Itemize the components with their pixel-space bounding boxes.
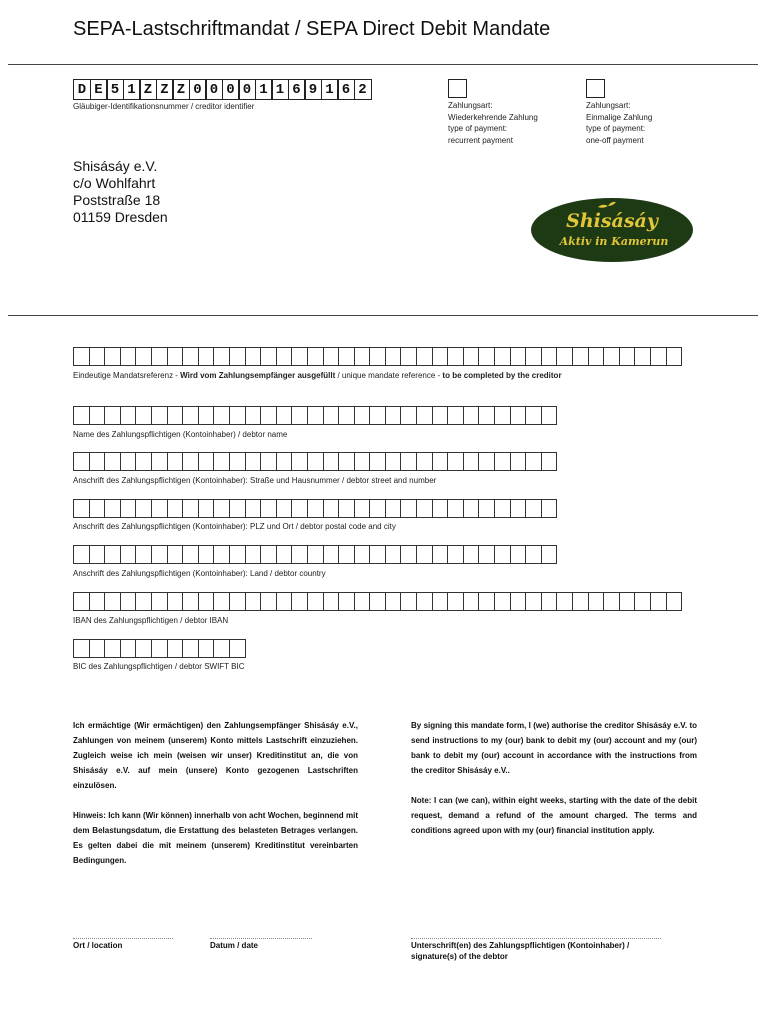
char-box[interactable]: [416, 499, 433, 518]
char-box[interactable]: [354, 592, 371, 611]
debtor-country-label: Anschrift des Zahlungspflichtigen (Kontoinhaber): Land / debtor country: [73, 569, 326, 578]
creditor-id-char: E: [90, 79, 108, 100]
char-box[interactable]: [291, 452, 308, 471]
char-box[interactable]: [323, 406, 340, 425]
char-box[interactable]: [151, 499, 168, 518]
char-box[interactable]: [447, 545, 464, 564]
location-line[interactable]: [73, 938, 173, 939]
char-box[interactable]: [198, 452, 215, 471]
char-box[interactable]: [151, 452, 168, 471]
de-auth-paragraph: Ich ermächtige (Wir ermächtigen) den Zahlungsempfänger Shisásáy e.V., Zahlungen von meinem (unserem) Konto mittels Lastschrift einzuziehen. Zugleich weise ich mein (weisen wir unser) Kreditinstitut an, die von Shisásáy e.V. auf mein (unsere) Konto gezogenen Lastschriften einzulösen.: [73, 721, 358, 790]
char-box[interactable]: [89, 406, 106, 425]
char-box[interactable]: [120, 545, 137, 564]
char-box[interactable]: [135, 592, 152, 611]
en-note-paragraph: Note: I can (we can), within eight weeks, starting with the date of the debit request, demand a refund of the amount charged. The terms and conditions agreed upon with my (our) financial institution apply.: [411, 796, 697, 835]
char-box[interactable]: [276, 499, 293, 518]
char-box[interactable]: [198, 406, 215, 425]
char-box[interactable]: [135, 499, 152, 518]
char-box[interactable]: [260, 347, 277, 366]
char-box[interactable]: [245, 452, 262, 471]
organization-logo: [530, 197, 694, 263]
char-box[interactable]: [400, 406, 417, 425]
char-box[interactable]: [525, 452, 542, 471]
debtor-city-boxes[interactable]: [73, 499, 557, 518]
char-box[interactable]: [120, 592, 137, 611]
char-box[interactable]: [151, 545, 168, 564]
char-box[interactable]: [432, 592, 449, 611]
char-box[interactable]: [400, 347, 417, 366]
creditor-id-char: 5: [106, 79, 124, 100]
char-box[interactable]: [120, 639, 137, 658]
char-box[interactable]: [182, 545, 199, 564]
char-box[interactable]: [416, 452, 433, 471]
char-box[interactable]: [182, 499, 199, 518]
char-box[interactable]: [588, 592, 605, 611]
char-box[interactable]: [650, 347, 667, 366]
char-box[interactable]: [338, 347, 355, 366]
char-box[interactable]: [463, 347, 480, 366]
char-box[interactable]: [478, 592, 495, 611]
char-box[interactable]: [463, 406, 480, 425]
char-box[interactable]: [556, 592, 573, 611]
creditor-id-label: Gläubiger-Identifikationsnummer / creditor identifier: [73, 102, 255, 111]
char-box[interactable]: [603, 347, 620, 366]
char-box[interactable]: [354, 545, 371, 564]
signature-line[interactable]: [411, 938, 661, 939]
char-box[interactable]: [135, 406, 152, 425]
char-box[interactable]: [510, 452, 527, 471]
char-box[interactable]: [338, 406, 355, 425]
char-box[interactable]: [369, 452, 386, 471]
char-box[interactable]: [307, 499, 324, 518]
char-box[interactable]: [432, 406, 449, 425]
char-box[interactable]: [478, 545, 495, 564]
char-box[interactable]: [120, 452, 137, 471]
char-box[interactable]: [307, 406, 324, 425]
char-box[interactable]: [182, 639, 199, 658]
char-box[interactable]: [400, 545, 417, 564]
char-box[interactable]: [572, 347, 589, 366]
char-box[interactable]: [167, 452, 184, 471]
creditor-id-char: 9: [304, 79, 322, 100]
german-authorisation-text: [73, 718, 358, 883]
creditor-id-char: 1: [271, 79, 289, 100]
char-box[interactable]: [400, 499, 417, 518]
section-divider: [8, 315, 758, 316]
char-box[interactable]: [494, 592, 511, 611]
char-box[interactable]: [260, 406, 277, 425]
char-box[interactable]: [151, 406, 168, 425]
page-title: SEPA-Lastschriftmandat / SEPA Direct Debit Mandate: [73, 18, 551, 40]
char-box[interactable]: [369, 347, 386, 366]
char-box[interactable]: [229, 499, 246, 518]
char-box[interactable]: [323, 347, 340, 366]
char-box[interactable]: [198, 592, 215, 611]
char-box[interactable]: [338, 545, 355, 564]
char-box[interactable]: [416, 347, 433, 366]
char-box[interactable]: [385, 499, 402, 518]
debtor-country-boxes[interactable]: [73, 545, 557, 564]
char-box[interactable]: [416, 406, 433, 425]
char-box[interactable]: [104, 499, 121, 518]
char-box[interactable]: [276, 406, 293, 425]
oneoff-payment-checkbox[interactable]: [586, 79, 605, 98]
date-label: Datum / date: [210, 941, 259, 950]
char-box[interactable]: [276, 592, 293, 611]
char-box[interactable]: [510, 347, 527, 366]
char-box[interactable]: [198, 347, 215, 366]
char-box[interactable]: [494, 406, 511, 425]
char-box[interactable]: [354, 347, 371, 366]
char-box[interactable]: [619, 347, 636, 366]
char-box[interactable]: [104, 545, 121, 564]
char-box[interactable]: [213, 545, 230, 564]
char-box[interactable]: [432, 347, 449, 366]
char-box[interactable]: [541, 592, 558, 611]
char-box[interactable]: [89, 499, 106, 518]
char-box[interactable]: [213, 639, 230, 658]
char-box[interactable]: [369, 545, 386, 564]
char-box[interactable]: [494, 545, 511, 564]
char-box[interactable]: [73, 406, 90, 425]
char-box[interactable]: [229, 639, 246, 658]
char-box[interactable]: [167, 592, 184, 611]
mandate-reference-boxes[interactable]: [73, 347, 682, 366]
char-box[interactable]: [291, 499, 308, 518]
char-box[interactable]: [89, 347, 106, 366]
char-box[interactable]: [182, 406, 199, 425]
char-box[interactable]: [213, 592, 230, 611]
mandate-reference-label: Eindeutige Mandatsreferenz - Wird vom Zahlungsempfänger ausgefüllt / unique mandate reference - to be completed by the creditor: [73, 371, 562, 380]
recurrent-payment-label: Zahlungsart: Wiederkehrende Zahlung type of payment: recurrent payment: [448, 101, 538, 145]
char-box[interactable]: [385, 545, 402, 564]
debtor-name-label: Name des Zahlungspflichtigen (Kontoinhaber) / debtor name: [73, 430, 288, 439]
char-box[interactable]: [478, 406, 495, 425]
char-box[interactable]: [463, 452, 480, 471]
char-box[interactable]: [73, 545, 90, 564]
char-box[interactable]: [229, 452, 246, 471]
char-box[interactable]: [135, 347, 152, 366]
char-box[interactable]: [307, 347, 324, 366]
char-box[interactable]: [478, 499, 495, 518]
char-box[interactable]: [104, 406, 121, 425]
char-box[interactable]: [572, 592, 589, 611]
char-box[interactable]: [400, 592, 417, 611]
debtor-city-label: Anschrift des Zahlungspflichtigen (Kontoinhaber): PLZ und Ort / debtor postal code and city: [73, 522, 396, 531]
char-box[interactable]: [229, 592, 246, 611]
char-box[interactable]: [447, 406, 464, 425]
char-box[interactable]: [634, 347, 651, 366]
char-box[interactable]: [260, 452, 277, 471]
debtor-bic-boxes[interactable]: [73, 639, 246, 658]
char-box[interactable]: [666, 592, 683, 611]
char-box[interactable]: [213, 499, 230, 518]
char-box[interactable]: [463, 545, 480, 564]
logo-text-main: Shisásáy: [566, 210, 658, 232]
char-box[interactable]: [525, 592, 542, 611]
char-box[interactable]: [89, 592, 106, 611]
char-box[interactable]: [432, 452, 449, 471]
creditor-address: [73, 158, 168, 226]
creditor-id-char: 0: [189, 79, 207, 100]
creditor-id-char: 2: [354, 79, 372, 100]
creditor-id-char: 0: [205, 79, 223, 100]
char-box[interactable]: [541, 347, 558, 366]
char-box[interactable]: [182, 452, 199, 471]
char-box[interactable]: [432, 545, 449, 564]
char-box[interactable]: [276, 545, 293, 564]
char-box[interactable]: [650, 592, 667, 611]
char-box[interactable]: [73, 347, 90, 366]
char-box[interactable]: [307, 592, 324, 611]
char-box[interactable]: [338, 592, 355, 611]
char-box[interactable]: [73, 592, 90, 611]
char-box[interactable]: [603, 592, 620, 611]
char-box[interactable]: [276, 347, 293, 366]
debtor-bic-label: BIC des Zahlungspflichtigen / debtor SWIFT BIC: [73, 662, 245, 671]
de-note-paragraph: Hinweis: Ich kann (Wir können) innerhalb von acht Wochen, beginnend mit dem Belastungsdatum, die Erstattung des belasteten Betrages verlangen. Es gelten dabei die mit meinem (unserem) Kreditinstitut vereinbarten Bedingungen.: [73, 811, 358, 865]
creditor-name: Shisásáy e.V.: [73, 158, 158, 174]
char-box[interactable]: [151, 592, 168, 611]
char-box[interactable]: [541, 545, 558, 564]
char-box[interactable]: [291, 406, 308, 425]
char-box[interactable]: [478, 452, 495, 471]
char-box[interactable]: [291, 545, 308, 564]
char-box[interactable]: [338, 452, 355, 471]
char-box[interactable]: [229, 545, 246, 564]
recurrent-payment-checkbox[interactable]: [448, 79, 467, 98]
char-box[interactable]: [245, 347, 262, 366]
char-box[interactable]: [541, 452, 558, 471]
english-authorisation-text: [411, 718, 697, 853]
creditor-street: Poststraße 18: [73, 192, 161, 208]
logo-text-sub: Aktiv in Kamerun: [559, 235, 669, 248]
creditor-id-boxes: [73, 79, 372, 100]
char-box[interactable]: [291, 592, 308, 611]
char-box[interactable]: [73, 499, 90, 518]
char-box[interactable]: [416, 592, 433, 611]
location-label: Ort / location: [73, 941, 123, 950]
char-box[interactable]: [89, 639, 106, 658]
creditor-id-char: Z: [139, 79, 157, 100]
creditor-city: 01159 Dresden: [73, 209, 168, 225]
char-box[interactable]: [245, 499, 262, 518]
date-line[interactable]: [210, 938, 312, 939]
char-box[interactable]: [478, 347, 495, 366]
char-box[interactable]: [260, 545, 277, 564]
char-box[interactable]: [276, 452, 293, 471]
char-box[interactable]: [323, 452, 340, 471]
char-box[interactable]: [198, 545, 215, 564]
char-box[interactable]: [104, 639, 121, 658]
creditor-id-char: 0: [222, 79, 240, 100]
char-box[interactable]: [338, 499, 355, 518]
char-box[interactable]: [494, 452, 511, 471]
char-box[interactable]: [104, 347, 121, 366]
char-box[interactable]: [634, 592, 651, 611]
creditor-id-char: 6: [288, 79, 306, 100]
creditor-id-char: 1: [123, 79, 141, 100]
char-box[interactable]: [260, 592, 277, 611]
char-box[interactable]: [447, 452, 464, 471]
char-box[interactable]: [89, 545, 106, 564]
char-box[interactable]: [510, 592, 527, 611]
char-box[interactable]: [167, 406, 184, 425]
char-box[interactable]: [588, 347, 605, 366]
char-box[interactable]: [510, 406, 527, 425]
char-box[interactable]: [167, 347, 184, 366]
char-box[interactable]: [182, 347, 199, 366]
debtor-street-boxes[interactable]: [73, 452, 557, 471]
creditor-careof: c/o Wohlfahrt: [73, 175, 156, 191]
char-box[interactable]: [135, 639, 152, 658]
oneoff-payment-label: Zahlungsart: Einmalige Zahlung type of payment: one-off payment: [586, 101, 653, 145]
char-box[interactable]: [323, 499, 340, 518]
char-box[interactable]: [323, 545, 340, 564]
char-box[interactable]: [120, 499, 137, 518]
char-box[interactable]: [198, 499, 215, 518]
char-box[interactable]: [307, 545, 324, 564]
char-box[interactable]: [525, 545, 542, 564]
char-box[interactable]: [229, 347, 246, 366]
char-box[interactable]: [213, 347, 230, 366]
char-box[interactable]: [666, 347, 683, 366]
char-box[interactable]: [167, 639, 184, 658]
creditor-id-char: 6: [337, 79, 355, 100]
char-box[interactable]: [525, 406, 542, 425]
char-box[interactable]: [167, 545, 184, 564]
creditor-id-char: 1: [255, 79, 273, 100]
char-box[interactable]: [354, 452, 371, 471]
char-box[interactable]: [135, 452, 152, 471]
char-box[interactable]: [323, 592, 340, 611]
char-box[interactable]: [369, 499, 386, 518]
char-box[interactable]: [120, 347, 137, 366]
debtor-iban-label: IBAN des Zahlungspflichtigen / debtor IBAN: [73, 616, 229, 625]
char-box[interactable]: [385, 452, 402, 471]
char-box[interactable]: [151, 347, 168, 366]
char-box[interactable]: [73, 639, 90, 658]
debtor-iban-boxes[interactable]: [73, 592, 682, 611]
creditor-id-char: 1: [321, 79, 339, 100]
char-box[interactable]: [432, 499, 449, 518]
char-box[interactable]: [525, 499, 542, 518]
char-box[interactable]: [385, 406, 402, 425]
char-box[interactable]: [307, 452, 324, 471]
char-box[interactable]: [151, 639, 168, 658]
char-box[interactable]: [135, 545, 152, 564]
debtor-name-boxes[interactable]: [73, 406, 557, 425]
char-box[interactable]: [245, 406, 262, 425]
char-box[interactable]: [463, 592, 480, 611]
creditor-id-char: 0: [238, 79, 256, 100]
char-box[interactable]: [510, 499, 527, 518]
char-box[interactable]: [120, 406, 137, 425]
debtor-street-label: Anschrift des Zahlungspflichtigen (Kontoinhaber): Straße und Hausnummer / debtor street and number: [73, 476, 437, 485]
en-auth-paragraph: By signing this mandate form, I (we) authorise the creditor Shisásáy e.V. to send instructions to my (our) bank to debit my (our) account and my (our) bank to debit my (our) account in accordance with the instructions from the creditor Shisásáy e.V..: [411, 721, 697, 775]
char-box[interactable]: [291, 347, 308, 366]
char-box[interactable]: [541, 406, 558, 425]
char-box[interactable]: [416, 545, 433, 564]
char-box[interactable]: [167, 499, 184, 518]
creditor-id-char: Z: [172, 79, 190, 100]
char-box[interactable]: [245, 592, 262, 611]
char-box[interactable]: [385, 347, 402, 366]
char-box[interactable]: [494, 347, 511, 366]
char-box[interactable]: [385, 592, 402, 611]
char-box[interactable]: [213, 406, 230, 425]
char-box[interactable]: [447, 499, 464, 518]
char-box[interactable]: [229, 406, 246, 425]
char-box[interactable]: [463, 499, 480, 518]
char-box[interactable]: [245, 545, 262, 564]
char-box[interactable]: [213, 452, 230, 471]
char-box[interactable]: [354, 499, 371, 518]
char-box[interactable]: [89, 452, 106, 471]
char-box[interactable]: [104, 592, 121, 611]
creditor-id-char: D: [73, 79, 91, 100]
char-box[interactable]: [182, 592, 199, 611]
char-box[interactable]: [494, 499, 511, 518]
char-box[interactable]: [369, 406, 386, 425]
char-box[interactable]: [73, 452, 90, 471]
char-box[interactable]: [541, 499, 558, 518]
char-box[interactable]: [619, 592, 636, 611]
char-box[interactable]: [198, 639, 215, 658]
signature-label: Unterschrift(en) des Zahlungspflichtigen (Kontoinhaber) / signature(s) of the debtor: [411, 941, 630, 961]
creditor-id-char: Z: [156, 79, 174, 100]
char-box[interactable]: [369, 592, 386, 611]
char-box[interactable]: [447, 347, 464, 366]
top-divider: [8, 64, 758, 65]
char-box[interactable]: [447, 592, 464, 611]
char-box[interactable]: [510, 545, 527, 564]
char-box[interactable]: [354, 406, 371, 425]
char-box[interactable]: [400, 452, 417, 471]
char-box[interactable]: [556, 347, 573, 366]
char-box[interactable]: [525, 347, 542, 366]
char-box[interactable]: [104, 452, 121, 471]
char-box[interactable]: [260, 499, 277, 518]
